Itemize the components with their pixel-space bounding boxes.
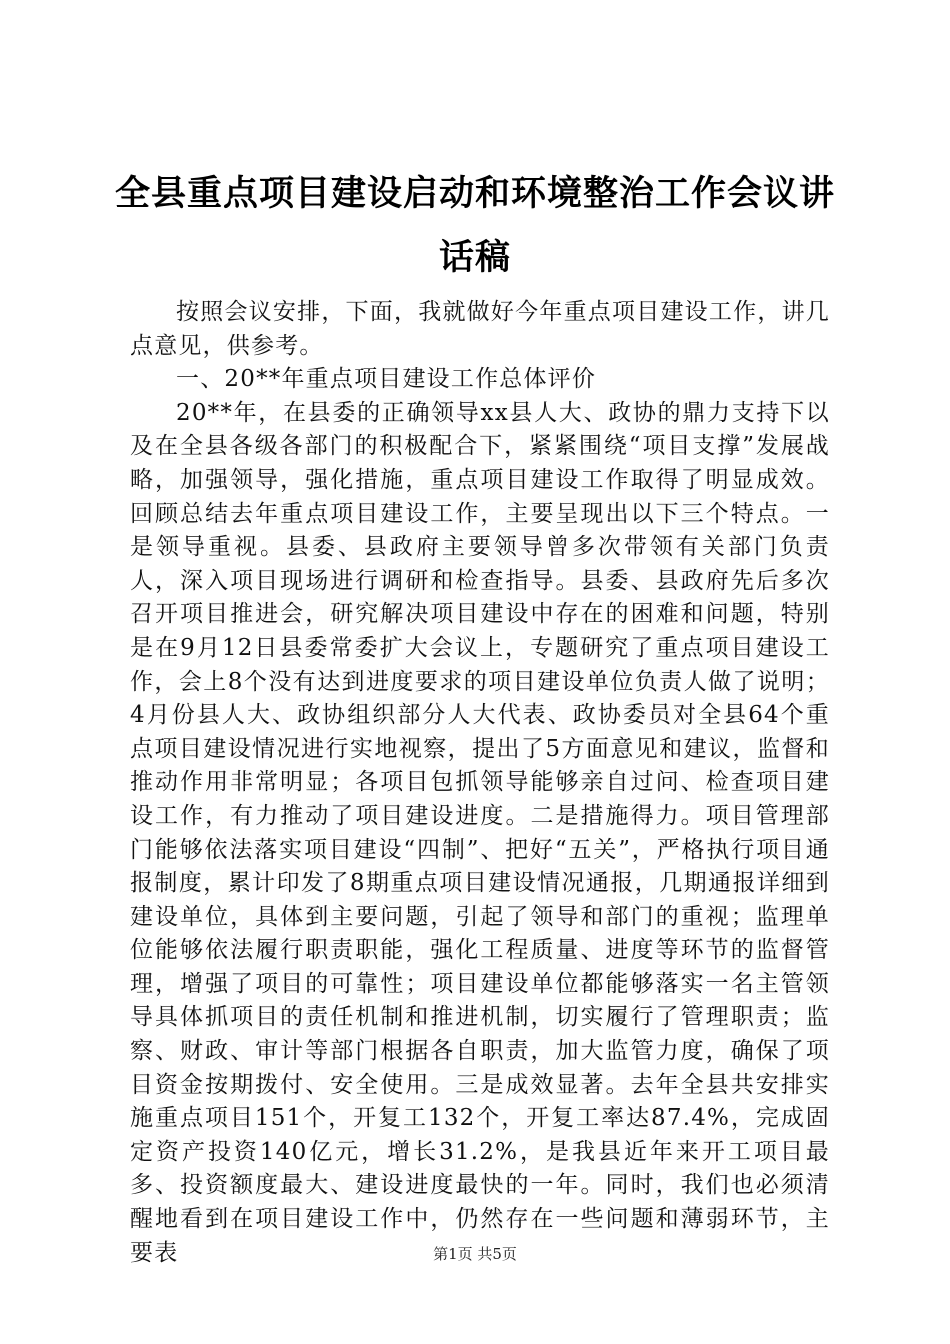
paragraph-intro: 按照会议安排，下面，我就做好今年重点项目建设工作，讲几点意见，供参考。 (130, 299, 830, 359)
page-footer: 第1页 共5页 (433, 1245, 517, 1263)
document-title: 全县重点项目建设启动和环境整治工作会议讲话稿 (114, 174, 835, 278)
section-heading: 一、20**年重点项目建设工作总体评价 (176, 366, 597, 393)
paragraph-evaluation: 20**年，在县委的正确领导xx县人大、政协的鼎力支持下以及在全县各级各部门的积极配合下，紧紧围绕“项目支撑”发展战略，加强领导，强化措施，重点项目建设工作取得了明显成效。回顾总结去年重点项目建设工作，主要呈现出以下三个特点。一是领导重视。县委、县政府主要领导曾多次带领有关部门负责人，深入项目现场进行调研和检查指导。县委、县政府先后多次召开项目推进会，研究解决项目建设中存在的困难和问题，特别是在9月12日县委常委扩大会议上，专题研究了重点项目建设工作，会上8个没有达到进度要求的项目建设单位负责人做了说明；4月份县人大、政协组织部分人大代表、政协委员对全县64个重点项目建设情况进行实地视察，提出了5方面意见和建议，监督和推动作用非常明显；各项目包抓领导能够亲自过问、检查项目建设工作，有力推动了项目建设进度。二是措施得力。项目管理部门能够依法落实项目建设“四制”、把好“五关”，严格执行项目通报制度，累计印发了8期重点项目建设情况通报，几期通报详细到建设单位，具体到主要问题，引起了领导和部门的重视；监理单位能够依法履行职责职能，强化工程质量、进度等环节的监督管理，增强了项目的可靠性；项目建设单位都能够落实一名主管领导具体抓项目的责任机制和推进机制，切实履行了管理职责；监察、财政、审计等部门根据各自职责，加大监管力度，确保了项目资金按期拨付、安全使用。三是成效显著。去年全县共安排实施重点项目151个，开复工132个，开复工率达87.4%，完成固定资产投资140亿元，增长31.2%，是我县近年来开工项目最多、投资额度最大、建设进度最快的一年。同时，我们也必须清醒地看到在项目建设工作中，仍然存在一些问题和薄弱环节，主要表 (130, 399, 830, 1266)
document-body (130, 296, 830, 1270)
